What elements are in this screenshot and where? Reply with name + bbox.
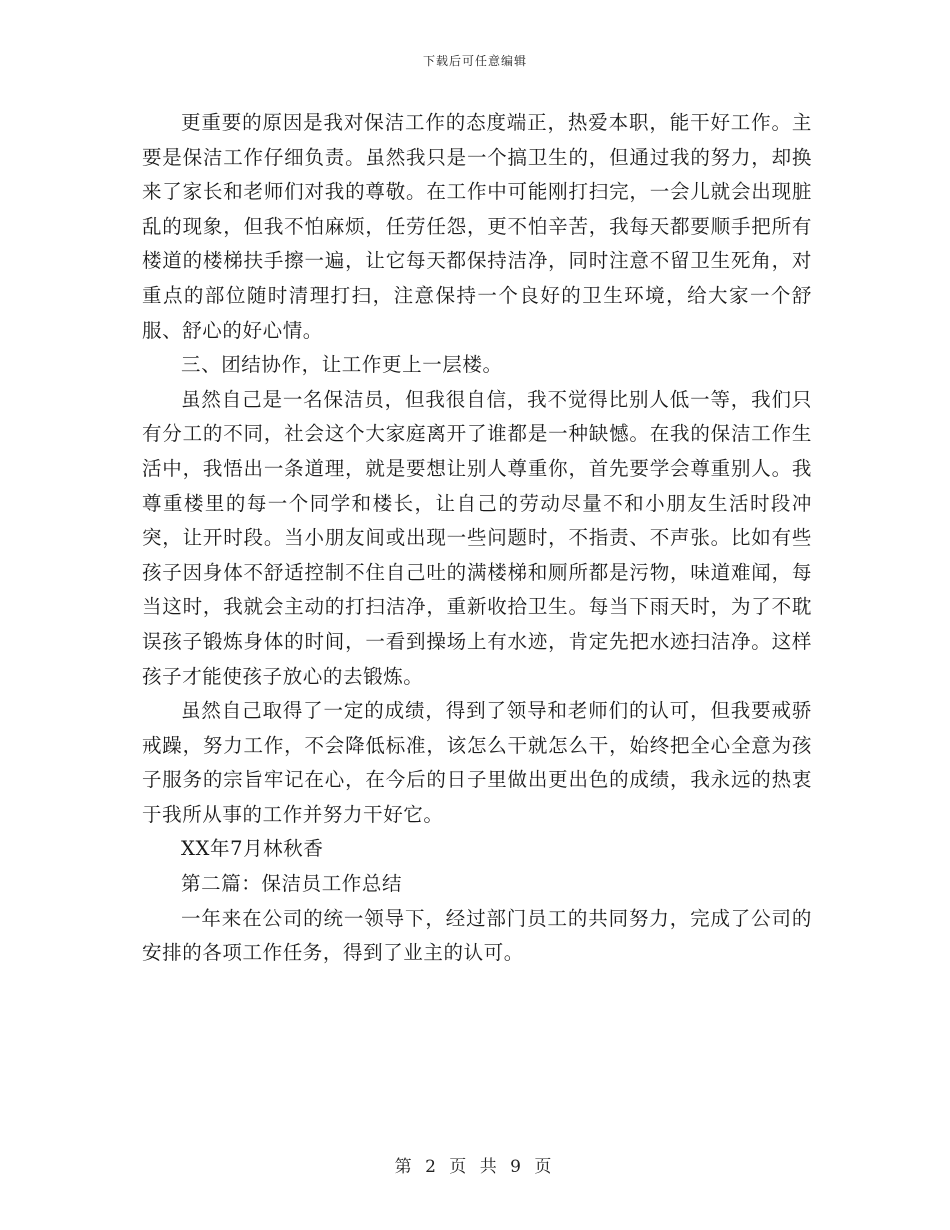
paragraph-respect: 虽然自己是一名保洁员，但我很自信，我不觉得比别人低一等，我们只有分工的不同，社会这个大家庭离开了谁都是一种缺憾。在我的保洁工作生活中，我悟出一条道理，就是要想让别人尊重你，首先要学会尊重别人。我尊重楼里的每一个同学和楼长，让自己的劳动尽量不和小朋友生活时段冲突，让开时段。当小朋友间或出现一些问题时，不指责、不声张。比如有些孩子因身体不舒适控制不住自己吐的满楼梯和厕所都是污物，味道难闻，每当这时，我就会主动的打扫洁净，重新收拾卫生。每当下雨天时，为了不耽误孩子锻炼身体的时间，一看到操场上有水迹，肯定先把水迹扫洁净。这样孩子才能使孩子放心的去锻炼。 bbox=[142, 387, 812, 688]
page-header-note: 下载后可任意编辑 bbox=[422, 54, 527, 68]
section-heading-teamwork: 三、团结协作，让工作更上一层楼。 bbox=[181, 353, 503, 377]
signature-date-line: XX年7月林秋香 bbox=[181, 837, 324, 861]
paragraph-attitude: 更重要的原因是我对保洁工作的态度端正，热爱本职，能干好工作。主要是保洁工作仔细负责。虽然我只是一个搞卫生的，但通过我的努力，却换来了家长和老师们对我的尊敬。在工作中可能刚打扫完，一会儿就会出现脏乱的现象，但我不怕麻烦，任劳任怨，更不怕辛苦，我每天都要顺手把所有楼道的楼梯扶手擦一遍，让它每天都保持洁净，同时注意不留卫生死角，对重点的部位随时清理打扫，注意保持一个良好的卫生环境，给大家一个舒服、舒心的好心情。 bbox=[142, 111, 812, 342]
chapter-title-second: 第二篇：保洁员工作总结 bbox=[181, 872, 403, 896]
page-number-footer: 第 2 页 共 9 页 bbox=[394, 1157, 556, 1177]
document-body bbox=[142, 106, 812, 971]
paragraph-year-summary: 一年来在公司的统一领导下，经过部门员工的共同努力，完成了公司的安排的各项工作任务，得到了业主的认可。 bbox=[142, 906, 812, 965]
paragraph-achievement: 虽然自己取得了一定的成绩，得到了领导和老师们的认可，但我要戒骄戒躁，努力工作，不会降低标准，该怎么干就怎么干，始终把全心全意为孩子服务的宗旨牢记在心，在今后的日子里做出更出色的成绩，我永远的热衷于我所从事的工作并努力干好它。 bbox=[142, 699, 812, 826]
